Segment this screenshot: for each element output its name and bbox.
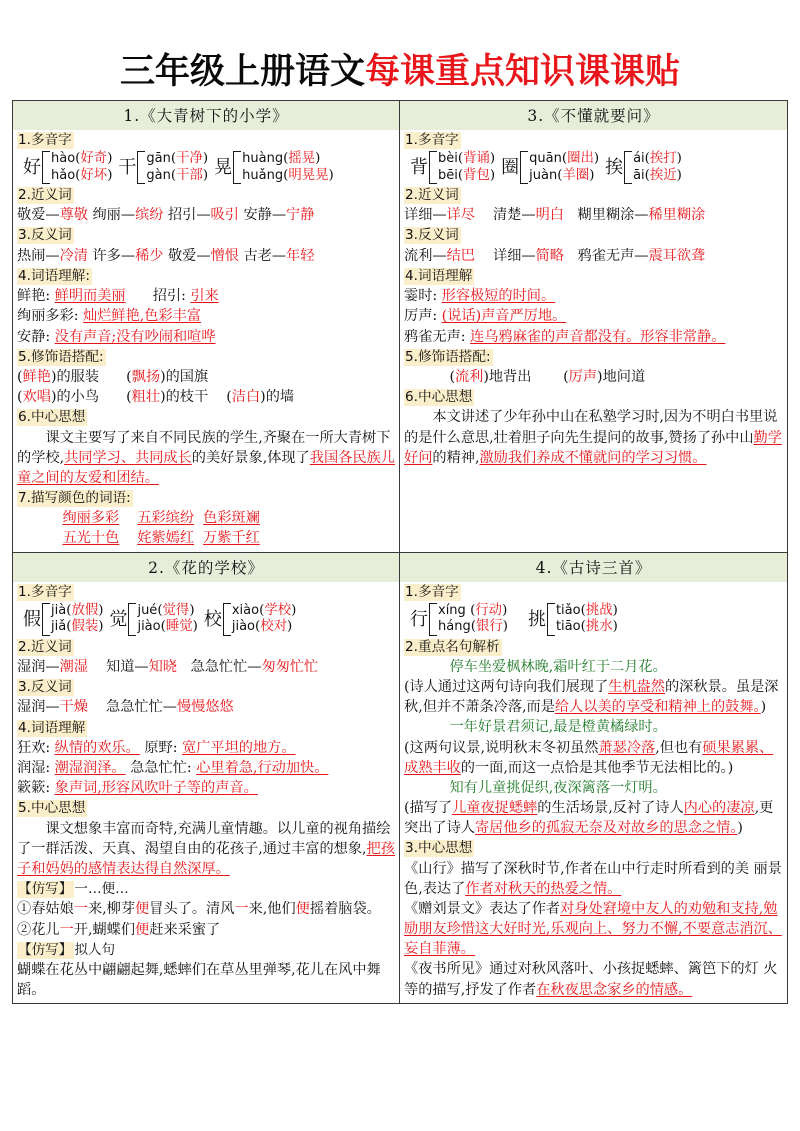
- lesson-1-section-word-meaning: 4.词语理解:: [18, 267, 90, 284]
- lesson-1-section-antonyms: 3.反义词: [18, 227, 72, 244]
- lesson-3-polyphonic-group: [404, 151, 784, 184]
- poem-verse: 一年好景君须记,最是橙黄橘绿时。: [449, 719, 667, 736]
- poly-item: 校 xiào(学校) jiào(校对): [203, 602, 297, 635]
- title-black-part: 三年级上册语文: [119, 51, 365, 92]
- color-word-row: 五光十色 姹紫嫣红 万紫千红: [62, 530, 260, 547]
- modifier-row: (鲜艳)的服装 (飘扬)的国旗: [17, 368, 209, 385]
- poem-note: (诗人通过这两句诗向我们展现了生机盎然的深秋景。虽是深秋,但并不萧条冷落,而是给人以美的享受和精神上的鼓舞。): [404, 679, 779, 716]
- poly-item: 觉 jué(觉得) jiào(睡觉): [109, 602, 198, 635]
- word-meaning-row: 润湿: 潮湿润泽。 急急忙忙: 心里着急,行动加快。: [17, 759, 329, 776]
- lesson-2-main-idea: 课文想象丰富而奇特,充满儿童情趣。以儿童的视角描绘 了一群活泼、天真、渴望自由的花孩子,通过丰富的想象,把孩子和妈妈的感情表达得自然深厚。: [17, 820, 395, 877]
- color-word-row: 绚丽多彩 五彩缤纷 色彩斑斓: [62, 510, 260, 527]
- poly-item: 挨 ái(挨打) āi(挨近): [605, 151, 682, 183]
- word-meaning-row: 霎时: 形容极短的时间。: [404, 288, 556, 305]
- lesson-2-section-main-idea: 5.中心思想: [18, 800, 86, 817]
- brace-icon: [233, 151, 241, 184]
- lesson-1-synonym-list: 敬爱—尊敬 绚丽—缤纷 招引—吸引 安静—宁静: [17, 207, 315, 224]
- lesson-1-main-idea: 课文主要写了来自不同民族的学生,齐聚在一所大青树下的学校,共同学习、共同成长的美好景象,体现了我国各民族儿童之间的友爱和团结。: [17, 429, 395, 486]
- lesson-1-antonym-list: 热闹—冷清 许多—稀少 敬爱—憎恨 古老—年轻: [17, 247, 315, 264]
- lesson-1-section-modifiers: 5.修饰语搭配:: [18, 348, 104, 365]
- lesson-1-polyphonic-group: [17, 151, 396, 184]
- lesson-4-main-idea: 《赠刘景文》表达了作者对身处窘境中友人的劝勉和支持,勉励朋友珍惜这大好时光,乐观向上、努力不懈,不要意志消沉、妄自菲薄。: [404, 900, 782, 958]
- poem-note: (描写了儿童夜捉蟋蟀的生活场景,反衬了诗人内心的凄凉,更突出了诗人寄居他乡的孤寂无奈及对故乡的思念之情。): [404, 800, 774, 837]
- lesson-1-title: 1.《大青树下的小学》: [13, 101, 399, 130]
- page-title: [12, 0, 788, 100]
- lesson-3-section-antonyms: 3.反义词: [405, 227, 459, 244]
- lesson-3-antonym-list: 流利—结巴 详细—简略 鸦雀无声—震耳欲聋: [404, 247, 706, 264]
- lesson-4-section-key-lines: 2.重点名句解析: [405, 638, 500, 655]
- lesson-cell-3: [400, 101, 787, 553]
- brace-icon: [42, 151, 50, 184]
- lesson-1-section-polyphonic: 1.多音字: [18, 132, 72, 148]
- lesson-4-main-idea: 《山行》描写了深秋时节,作者在山中行走时所看到的美 丽景色,表达了作者对秋天的热爱之情。: [404, 860, 782, 897]
- lesson-2-section-imitation-2: 【仿写】 拟人句: [18, 941, 116, 958]
- lesson-2-antonym-list: 湿润—干燥 急急忙忙—慢慢悠悠: [17, 699, 234, 716]
- lesson-cell-4: [400, 553, 787, 1004]
- word-meaning-row: 绚丽多彩: 灿烂鲜艳,色彩丰富: [17, 308, 202, 325]
- lesson-4-section-main-idea: 3.中心思想: [405, 840, 473, 857]
- imitation-sentence: ①春姑娘一来,柳芽便冒头了。清风一来,他们便摇着脑袋。: [17, 901, 381, 918]
- lesson-2-section-synonyms: 2.近义词: [18, 638, 72, 655]
- lesson-4-section-polyphonic: 1.多音字: [405, 583, 459, 600]
- poly-item: 晃 huàng(摇晃) huǎng(明晃晃): [214, 151, 334, 183]
- word-meaning-row: 厉声: (说话)声音严厉地。: [404, 308, 567, 325]
- lesson-3-section-synonyms: 2.近义词: [405, 186, 459, 203]
- word-meaning-row: 狂欢: 纵情的欢乐。 原野: 宽广平坦的地方。: [17, 739, 296, 756]
- lesson-2-section-word-meaning: 4.词语理解: [18, 719, 86, 736]
- lesson-4-main-idea: 《夜书所见》通过对秋风落叶、小孩捉蟋蟀、篱笆下的灯 火等的描写,抒发了作者在秋夜思念家乡的情感。: [404, 961, 778, 998]
- brace-icon: [223, 603, 231, 636]
- lesson-1-section-main-idea: 6.中心思想: [18, 409, 86, 426]
- brace-icon: [547, 603, 555, 636]
- brace-icon: [128, 603, 136, 636]
- lesson-3-section-word-meaning: 4.词语理解: [405, 267, 473, 284]
- brace-icon: [520, 151, 528, 184]
- poly-item: 假 jià(放假) jiǎ(假装): [23, 602, 104, 635]
- lesson-3-title: 3.《不懂就要问》: [400, 101, 787, 130]
- lesson-grid: [12, 100, 788, 1004]
- lesson-3-section-polyphonic: 1.多音字: [405, 132, 459, 148]
- poly-item: 挑 tiǎo(挑战) tiāo(挑水): [527, 602, 618, 635]
- poly-item: 圈 quān(圈出) juàn(羊圈): [501, 151, 600, 183]
- brace-icon: [42, 603, 50, 636]
- poem-verse: 停车坐爱枫林晚,霜叶红于二月花。: [449, 658, 667, 675]
- word-meaning-row: 鲜艳: 鲜明而美丽 招引: 引来: [17, 288, 219, 305]
- lesson-cell-1: [13, 101, 400, 553]
- lesson-3-section-main-idea: 6.中心思想: [405, 389, 473, 406]
- lesson-1-section-synonyms: 2.近义词: [18, 186, 72, 203]
- poem-note: (这两句议景,说明秋末冬初虽然萧瑟冷落,但也有硕果累累、成熟丰收的一面,而这一点恰是其他季节无法相比的。): [404, 739, 774, 776]
- lesson-1-section-color-words: 7.描写颜色的词语:: [18, 490, 131, 507]
- title-red-part: 每课重点知识课课贴: [365, 51, 681, 92]
- brace-icon: [624, 151, 632, 184]
- lesson-4-polyphonic-group: [404, 603, 784, 636]
- word-meaning-row: 安静: 没有声音;没有吵闹和喧哗: [17, 328, 216, 345]
- poem-verse: 知有儿童挑促织,夜深篱落一灯明。: [449, 779, 667, 796]
- brace-icon: [429, 603, 437, 636]
- lesson-2-polyphonic-group: [17, 603, 396, 636]
- lesson-3-synonym-list: 详细—详尽 清楚—明白 糊里糊涂—稀里糊涂: [404, 207, 706, 224]
- lesson-3-section-modifiers: 5.修饰语搭配:: [405, 348, 491, 365]
- brace-icon: [429, 151, 437, 184]
- lesson-cell-2: [13, 553, 400, 1004]
- brace-icon: [137, 151, 145, 184]
- lesson-2-title: 2.《花的学校》: [13, 553, 399, 582]
- lesson-2-synonym-list: 湿润—潮湿 知道—知晓 急急忙忙—匆匆忙忙: [17, 658, 319, 675]
- imitation-sentence: 蝴蝶在花丛中翩翩起舞,蟋蟀们在草丛里弹琴,花儿在风中舞蹈。: [17, 961, 381, 999]
- word-meaning-row: 簌簌: 象声词,形容风吹叶子等的声音。: [17, 780, 258, 797]
- lesson-2-section-imitation-1: 【仿写】 一…便…: [18, 881, 129, 898]
- poly-item: 背 bèi(背诵) bēi(背包): [410, 151, 496, 183]
- imitation-sentence: ②花儿一开,蝴蝶们便赶来采蜜了: [17, 921, 221, 938]
- poly-item: 干 gān(干净) gàn(干部): [118, 151, 209, 183]
- modifier-row: (欢唱)的小鸟 (粗壮)的枝干 (洁白)的墙: [17, 389, 295, 406]
- modifier-row: (流利)地背出 (厉声)地问道: [449, 368, 646, 385]
- lesson-2-section-antonyms: 3.反义词: [18, 679, 72, 696]
- lesson-4-title: 4.《古诗三首》: [400, 553, 787, 582]
- poly-item: 好 hào(好奇) hǎo(好坏): [23, 151, 113, 183]
- lesson-3-main-idea: 本文讲述了少年孙中山在私塾学习时,因为不明白书里说 的是什么意思,壮着胆子向先生提问的故事,赞扬了孙中山勤学好问的精神,激励我们养成不懂就问的学习习惯。: [404, 409, 782, 466]
- word-meaning-row: 鸦雀无声: 连乌鸦麻雀的声音都没有。形容非常静。: [404, 328, 726, 345]
- lesson-2-section-polyphonic: 1.多音字: [18, 583, 72, 600]
- poly-item: 行 xíng (行动) háng(银行): [410, 602, 508, 635]
